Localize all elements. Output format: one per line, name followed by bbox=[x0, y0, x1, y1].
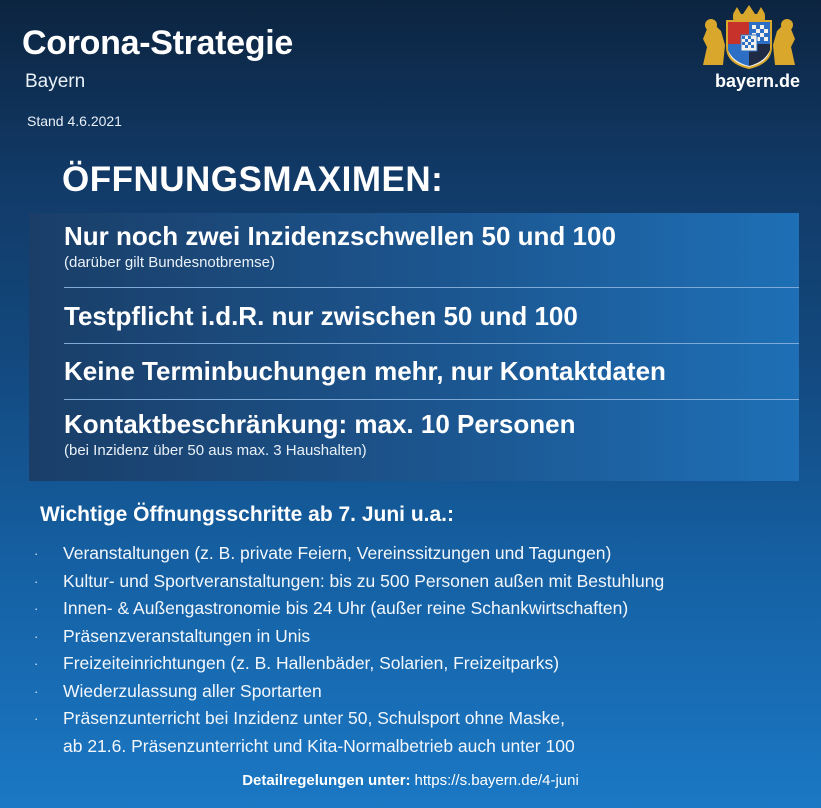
list-item-text: Präsenzunterricht bei Inzidenz unter 50, Schulsport ohne Maske, bbox=[63, 708, 565, 728]
maxim-item bbox=[64, 409, 575, 459]
bullet-icon: · bbox=[34, 546, 39, 561]
maxim-note: (bei Inzidenz über 50 aus max. 3 Haushalten) bbox=[64, 442, 367, 459]
divider bbox=[64, 343, 799, 344]
list-item bbox=[34, 678, 814, 706]
maxim-item bbox=[64, 221, 616, 271]
list-item bbox=[34, 568, 814, 596]
list-item-text: Wiederzulassung aller Sportarten bbox=[63, 680, 322, 701]
footer-link[interactable]: https://s.bayern.de/4-juni bbox=[414, 772, 579, 789]
list-item-text: Innen- & Außengastronomie bis 24 Uhr (außer reine Schankwirtschaften) bbox=[63, 598, 629, 618]
bavarian-coat-of-arms-icon bbox=[697, 5, 801, 69]
steps-heading: Wichtige Öffnungsschritte ab 7. Juni u.a.: bbox=[40, 503, 455, 526]
list-item bbox=[34, 650, 814, 678]
page-subtitle: Bayern bbox=[25, 71, 86, 92]
footer bbox=[0, 772, 821, 789]
steps-list bbox=[34, 540, 814, 760]
list-item bbox=[34, 623, 814, 651]
bullet-icon: · bbox=[34, 656, 39, 671]
list-item bbox=[34, 705, 814, 760]
bullet-icon: · bbox=[34, 628, 39, 644]
stand-date: Stand 4.6.2021 bbox=[27, 113, 122, 129]
divider bbox=[64, 287, 799, 288]
bullet-icon: · bbox=[34, 601, 39, 616]
list-item-text: Veranstaltungen (z. B. private Feiern, Vereinssitzungen und Tagungen) bbox=[63, 543, 612, 563]
list-item-text: Präsenzveranstaltungen in Unis bbox=[63, 625, 311, 646]
bullet-icon: · bbox=[34, 683, 39, 699]
bullet-icon: · bbox=[34, 711, 39, 726]
list-item-text: Kultur- und Sportveranstaltungen: bis zu 500 Personen außen mit Bestuhlung bbox=[63, 570, 665, 591]
maxim-item bbox=[64, 356, 666, 387]
maxim-note: (darüber gilt Bundesnotbremse) bbox=[64, 254, 275, 271]
divider bbox=[64, 399, 799, 400]
maxim-title: Nur noch zwei Inzidenzschwellen 50 und 100 bbox=[64, 221, 616, 251]
maxim-title: Testpflicht i.d.R. nur zwischen 50 und 100 bbox=[64, 301, 578, 331]
maxim-title: Kontaktbeschränkung: max. 10 Personen bbox=[64, 409, 576, 439]
maxims-heading: ÖFFNUNGSMAXIMEN: bbox=[62, 160, 444, 199]
list-item-continuation: ab 21.6. Präsenzunterricht und Kita-Normalbetrieb auch unter 100 bbox=[63, 735, 575, 756]
bullet-icon: · bbox=[34, 573, 39, 589]
maxim-item bbox=[64, 301, 578, 332]
maxims-box bbox=[29, 213, 799, 481]
list-item-text: Freizeiteinrichtungen (z. B. Hallenbäder, Solarien, Freizeitparks) bbox=[63, 653, 560, 673]
list-item bbox=[34, 595, 814, 623]
brand-url[interactable]: bayern.de bbox=[714, 71, 800, 91]
maxim-title: Keine Terminbuchungen mehr, nur Kontaktdaten bbox=[64, 356, 666, 386]
list-item bbox=[34, 540, 814, 568]
page-title: Corona-Strategie bbox=[22, 24, 294, 62]
footer-label: Detailregelungen unter: bbox=[242, 772, 411, 789]
